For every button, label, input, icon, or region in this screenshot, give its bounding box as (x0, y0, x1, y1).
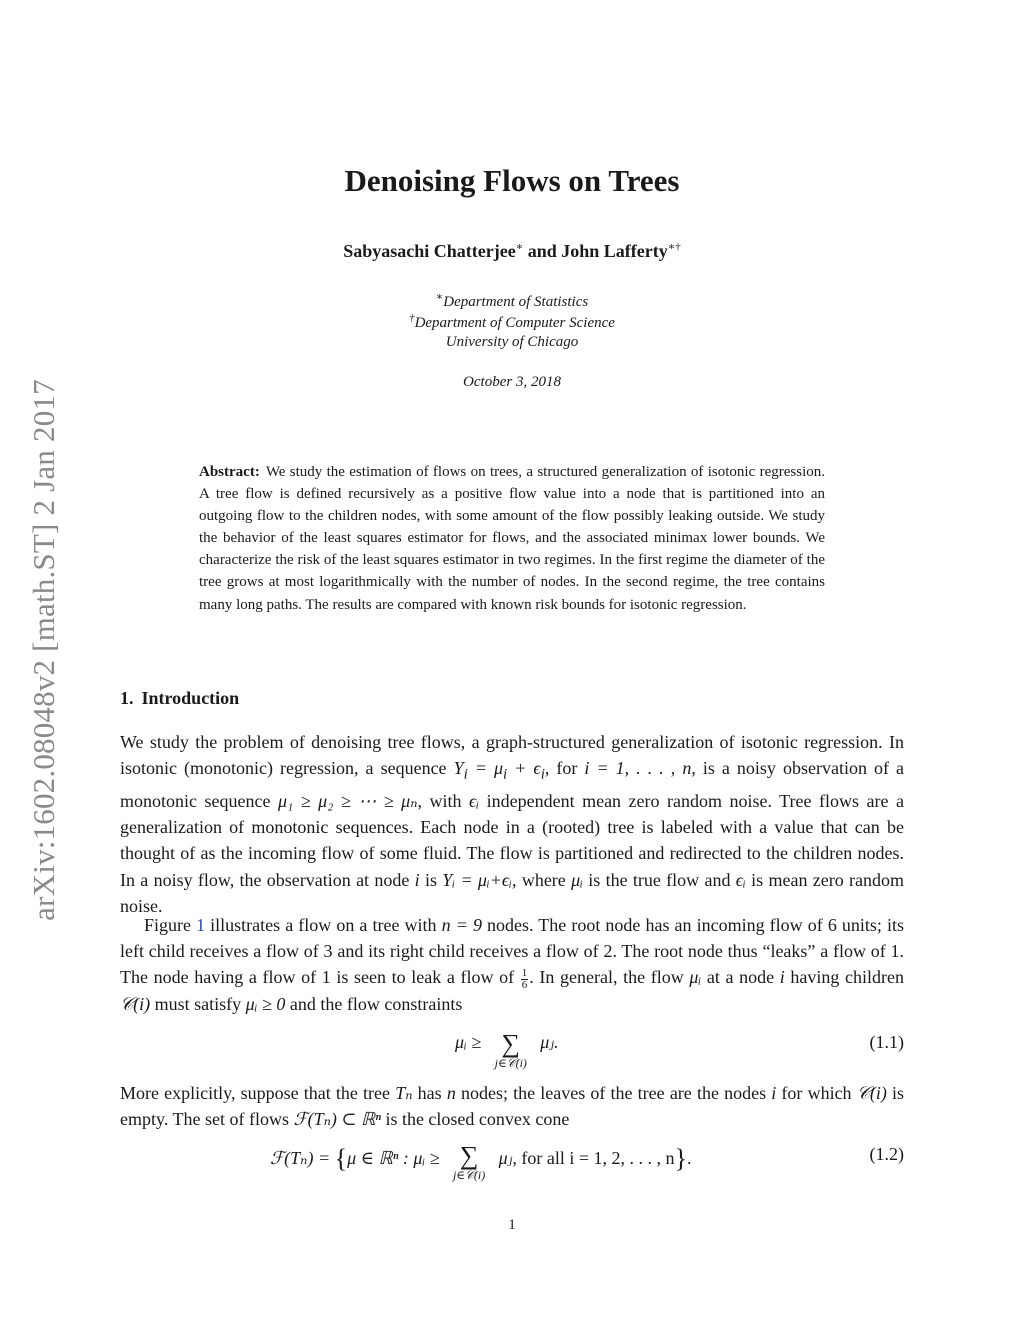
section-heading (120, 688, 239, 709)
equation-1-2: ℱ(Tₙ) = {μ ∈ ℝⁿ : μᵢ ≥ ∑ j∈𝒞(i) μⱼ, for all i = 1, 2, . . . , n}. (1.2) (270, 1141, 904, 1182)
author-conjunction: and (527, 241, 557, 261)
equation-number: (1.2) (869, 1144, 904, 1164)
section-number: 1. (120, 688, 134, 708)
arxiv-stamp: arXiv:1602.08048v2 [math.ST] 2 Jan 2017 (26, 379, 61, 921)
affiliation-mark: † (409, 312, 415, 324)
abstract-label: Abstract: (199, 464, 260, 480)
affiliation: University of Chicago (445, 334, 579, 350)
paragraph: We study the problem of denoising tree flows, a graph-structured generalization of isotonic regression. In isotonic (monotonic) regression, a sequence $Y_i = \mu_i + \epsilon_i$, for i = 1, . . . , n, is a noisy observation of a monotonic sequence μ₁ ≥ μ₂ ≥ ⋯ ≥ μₙ, with ϵᵢ independent mean zero random noise. Tree flows are a generalization of monotonic sequences. Each node in a (rooted) tree is labeled with a value that can be thought of as the incoming flow of some fluid. The flow is partitioned and redirected to the children nodes. In a noisy flow, the observation at node i is Yᵢ = μᵢ+ϵᵢ, where μᵢ is the true flow and ϵᵢ is mean zero random noise. (120, 732, 904, 916)
author-name: John Lafferty (561, 241, 668, 261)
affiliation-text: Department of Computer Science (414, 315, 615, 331)
page-number: 1 (508, 1217, 516, 1233)
affiliation-mark: ∗ (435, 291, 444, 303)
equation-number: (1.1) (869, 1032, 904, 1052)
math: Y (453, 758, 464, 779)
author-line (0, 240, 1024, 262)
equation-1-1: μᵢ ≥ ∑ j∈𝒞(i) μⱼ. (1.1) (455, 1029, 904, 1070)
affiliation (0, 312, 1024, 332)
affiliation (0, 290, 1024, 311)
paragraph: More explicitly, suppose that the tree Tₙ has n nodes; the leaves of the tree are the nodes i for which 𝒞(i) is empty. The set of flows ℱ(Tₙ) ⊂ ℝⁿ is the closed convex cone (120, 1083, 905, 1130)
figure-reference-link[interactable]: 1 (196, 915, 206, 935)
section-title: Introduction (141, 688, 240, 708)
paper-date: October 3, 2018 (463, 374, 561, 390)
author-mark: ∗ (515, 241, 524, 253)
abstract-text: We study the estimation of flows on trees, a structured generalization of isotonic regression. A tree flow is defined recursively as a positive flow value into a node that is partitioned into an outgoing flow to the children nodes, with some amount of the flow possibly leaking outside. We study the behavior of the least squares estimator for flows, and the associated minimax lower bounds. We characterize the risk of the least squares estimator in two regimes. In the first regime the diameter of the tree grows at most logarithmically with the number of nodes. In the second regime, the tree contains many long paths. The results are compared with known risk bounds for isotonic regression. (199, 464, 825, 613)
author-name: Sabyasachi Chatterjee (343, 241, 516, 261)
author-mark: ∗† (667, 241, 681, 253)
fraction: $\frac{1}{6}$ (521, 966, 528, 991)
affiliation-text: Department of Statistics (443, 294, 589, 310)
abstract (199, 461, 825, 616)
summation: ∑ j∈𝒞(i) (494, 1029, 527, 1070)
paragraph: Figure 1 illustrates a flow on a tree with n = 9 nodes. The root node has an incoming flow of 6 units; its left child receives a flow of 3 and its right child receives a flow of 2. The root node thus “leaks” a flow of 1. The node having a flow of 1 is seen to leak a flow of $\frac{1}{6}$ . In general, the flow μᵢ at a node i having children 𝒞(i) must satisfy μᵢ ≥ 0 and the flow constraints (120, 915, 905, 1014)
summation: ∑ j∈𝒞(i) (452, 1141, 486, 1182)
paper-title: Denoising Flows on Trees (344, 163, 680, 198)
